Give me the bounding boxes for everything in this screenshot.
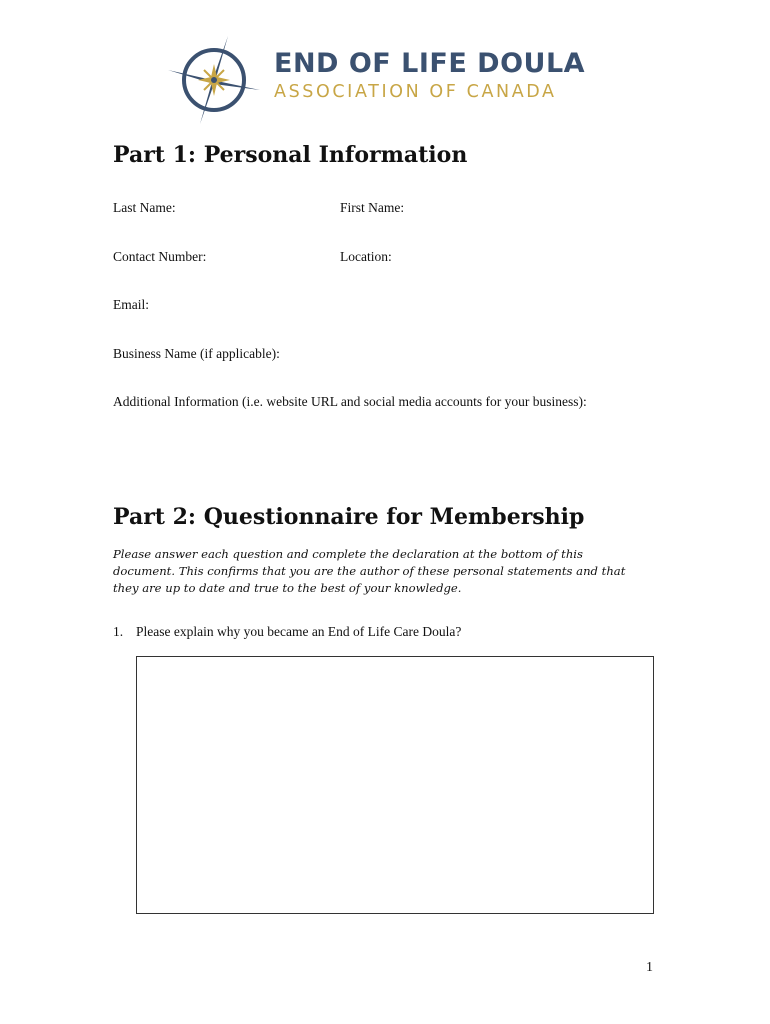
compass-icon bbox=[166, 34, 266, 126]
instructions-line-3: they are up to date and true to the best of your knowledge. bbox=[113, 581, 462, 595]
business-name-label: Business Name (if applicable): bbox=[113, 346, 280, 361]
part2-heading: Part 2: Questionnaire for Membership bbox=[113, 504, 585, 530]
part1-heading: Part 1: Personal Information bbox=[113, 142, 468, 168]
questionnaire-instructions bbox=[113, 546, 658, 597]
association-logo bbox=[166, 34, 606, 126]
instructions-line-1: Please answer each question and complete the declaration at the bottom of this bbox=[113, 547, 583, 561]
logo-subtitle: ASSOCIATION OF CANADA bbox=[274, 82, 557, 102]
question-1-text: Please explain why you became an End of Life Care Doula? bbox=[136, 624, 462, 639]
first-name-label: First Name: bbox=[340, 200, 405, 215]
last-name-label: Last Name: bbox=[113, 200, 176, 215]
instructions-line-2: document. This confirms that you are the author of these personal statements and that bbox=[113, 564, 626, 578]
additional-info-label: Additional Information (i.e. website URL and social media accounts for your business): bbox=[113, 394, 587, 409]
email-label: Email: bbox=[113, 297, 149, 312]
location-label: Location: bbox=[340, 249, 392, 264]
logo-title: END OF LIFE DOULA bbox=[274, 48, 586, 79]
page-number: 1 bbox=[646, 960, 653, 975]
contact-number-label: Contact Number: bbox=[113, 249, 207, 264]
question-1-answer-box[interactable] bbox=[136, 656, 654, 914]
question-1-number: 1. bbox=[113, 624, 124, 639]
